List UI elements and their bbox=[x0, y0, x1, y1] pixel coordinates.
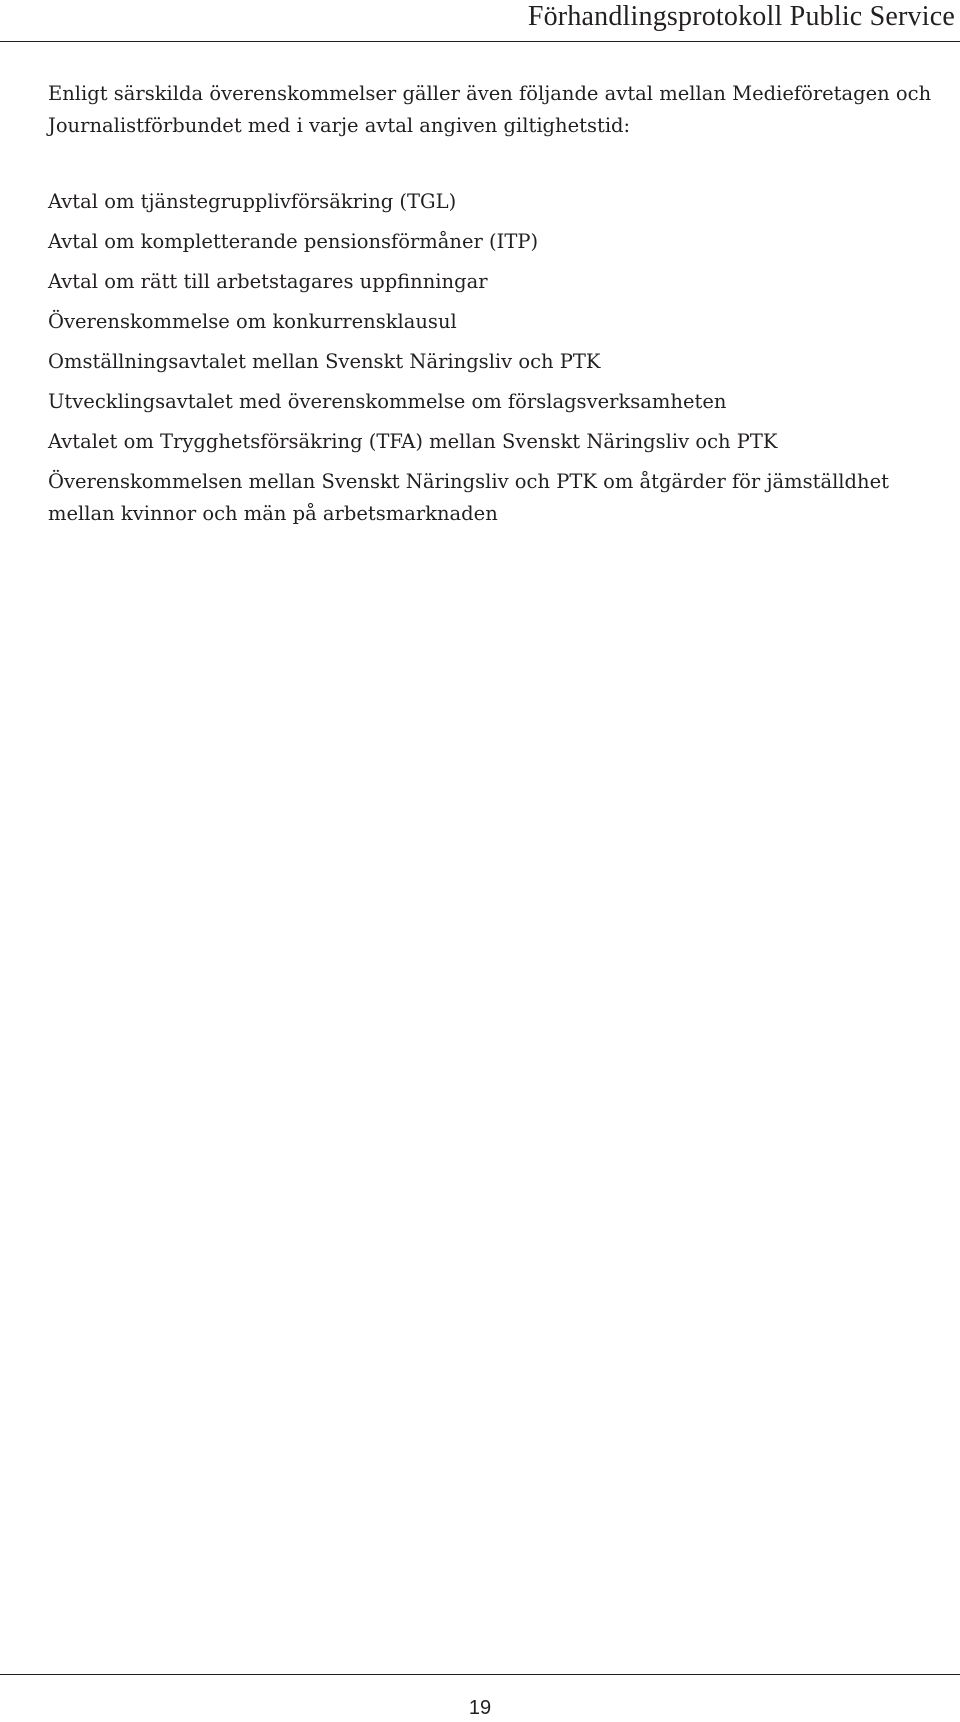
agreement-item-itp: Avtal om kompletterande pensionsförmåner (ITP) bbox=[48, 230, 539, 253]
agreement-item-competition-clause: Överenskommelse om konkurrensklausul bbox=[48, 310, 457, 333]
agreement-item-tfa: Avtalet om Trygghetsförsäkring (TFA) mellan Svenskt Näringsliv och PTK bbox=[48, 430, 778, 453]
intro-paragraph: Enligt särskilda överenskommelser gäller även följande avtal mellan Medieföretagen och Journalistförbundet med i varje avtal angiven giltighetstid: bbox=[48, 82, 932, 137]
header-title: Förhandlingsprotokoll Public Service bbox=[527, 1, 955, 32]
agreement-list bbox=[48, 186, 953, 530]
agreement-item-transition: Omställningsavtalet mellan Svenskt Näringsliv och PTK bbox=[48, 350, 601, 373]
footer-divider bbox=[0, 1674, 960, 1675]
agreement-item-tgl: Avtal om tjänstegrupplivförsäkring (TGL) bbox=[48, 190, 457, 213]
agreement-item-inventions: Avtal om rätt till arbetstagares uppfinningar bbox=[48, 270, 488, 293]
agreement-item-equality: Överenskommelsen mellan Svenskt Näringsliv och PTK om åtgärder för jämställdhet mellan kvinnor och män på arbetsmarknaden bbox=[48, 470, 889, 525]
page-number: 19 bbox=[468, 1697, 492, 1719]
header-divider bbox=[0, 41, 960, 42]
agreement-item-development: Utvecklingsavtalet med överenskommelse om förslagsverksamheten bbox=[48, 390, 727, 413]
page-content bbox=[48, 78, 953, 538]
